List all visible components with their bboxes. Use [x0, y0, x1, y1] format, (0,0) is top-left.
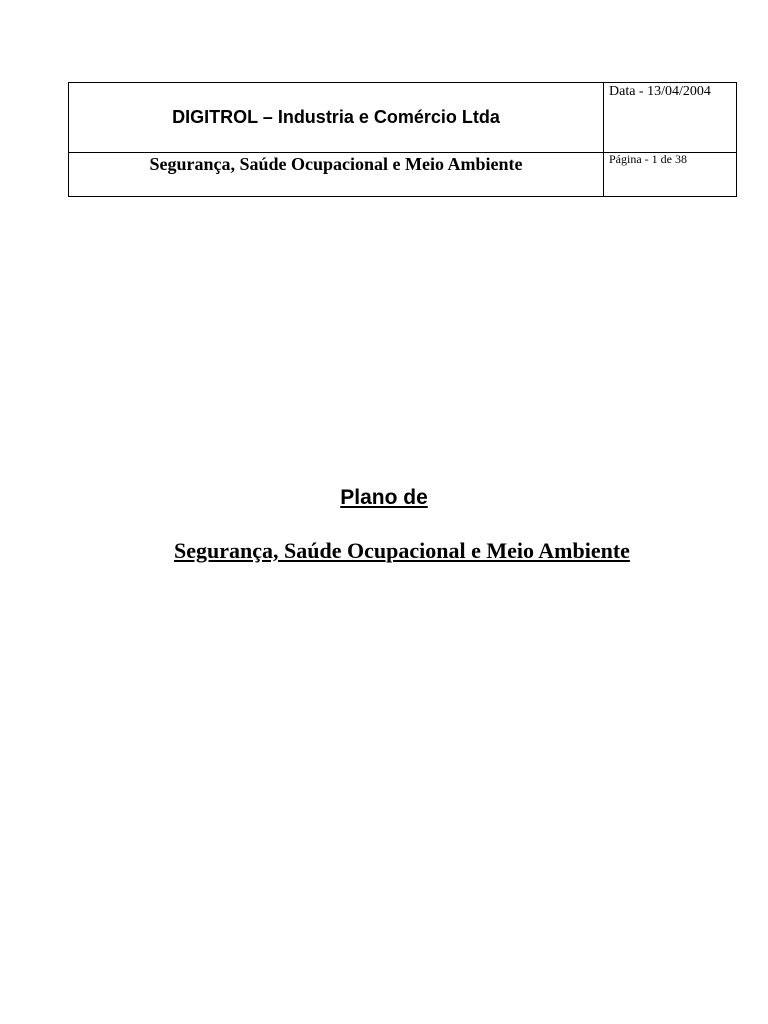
document-header-table	[68, 82, 737, 197]
header-vertical-divider	[603, 83, 604, 196]
document-date: Data - 13/04/2004	[609, 84, 711, 99]
cover-title-line1: Plano de	[340, 486, 428, 509]
cover-title-line2: Segurança, Saúde Ocupacional e Meio Ambiente	[174, 538, 630, 563]
company-name: DIGITROL – Industria e Comércio Ltda	[172, 107, 500, 127]
page-number: Página - 1 de 38	[609, 152, 687, 166]
header-subtitle: Segurança, Saúde Ocupacional e Meio Ambiente	[149, 154, 523, 174]
